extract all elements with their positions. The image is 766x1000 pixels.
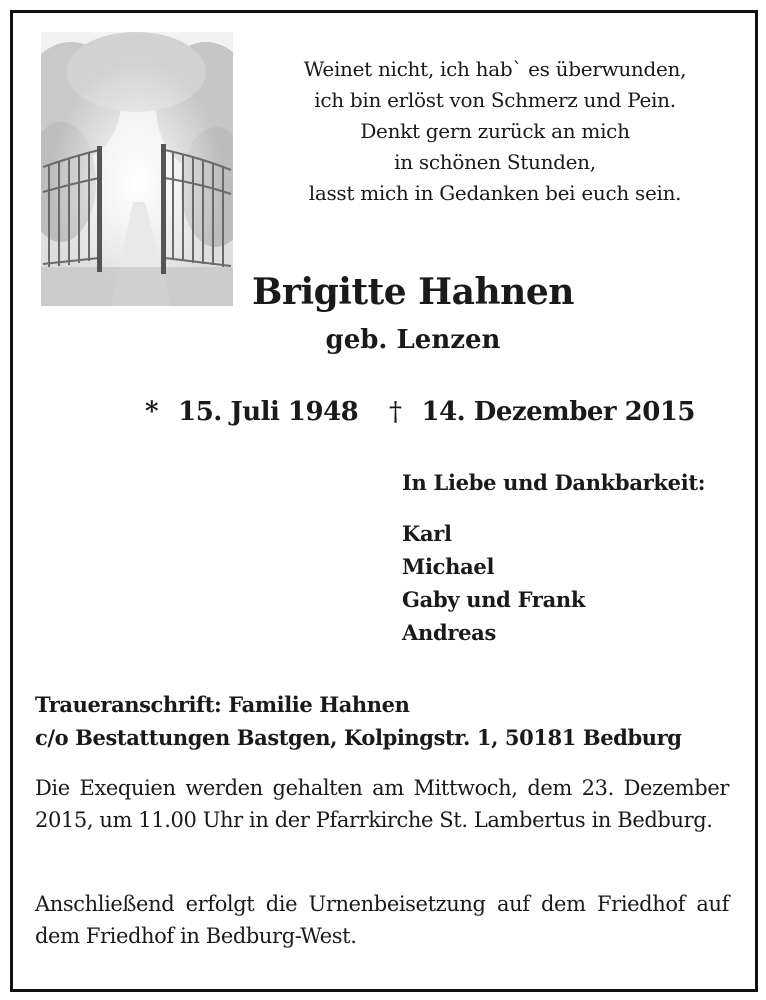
poem-line: ich bin erlöst von Schmerz und Pein. [314,88,676,112]
birth-star-icon: * [145,397,159,427]
burial-paragraph: Anschließend erfolgt die Urnenbeisetzung auf dem Friedhof auf dem Friedhof in Bedburg-West. [35,892,729,948]
exequies-paragraph: Die Exequien werden gehalten am Mittwoch, dem 23. Dezember 2015, um 11.00 Uhr in der Pfarrkirche St. Lambertus in Bedburg. [35,776,729,832]
mourner-name: Karl [402,521,452,546]
death-date: 14. Dezember 2015 [421,397,696,427]
poem-line: Denkt gern zurück an mich [360,119,630,143]
poem-line: lasst mich in Gedanken bei euch sein. [308,181,682,205]
deceased-name: Brigitte Hahnen [252,271,574,313]
birth-date: 15. Juli 1948 [178,397,359,427]
mourner-name: Gaby und Frank [402,587,586,612]
poem-line: in schönen Stunden, [394,150,596,174]
address-line: c/o Bestattungen Bastgen, Kolpingstr. 1, 50181 Bedburg [35,725,682,750]
birth-name: geb. Lenzen [325,325,501,355]
mourner-name: Andreas [402,620,496,645]
birth-date-line [145,392,358,432]
cemetery-gate-image [41,32,233,306]
death-date-line [389,392,695,432]
mourning-address [35,688,731,754]
death-cross-icon: † [389,397,402,427]
poem-line: Weinet nicht, ich hab` es überwunden, [303,57,687,81]
mourner-name: Michael [402,554,495,579]
mourners-block [402,466,705,649]
address-line: Traueranschrift: Familie Hahnen [35,692,410,717]
memorial-poem [262,54,728,209]
mourners-heading: In Liebe und Dankbarkeit: [402,470,706,495]
